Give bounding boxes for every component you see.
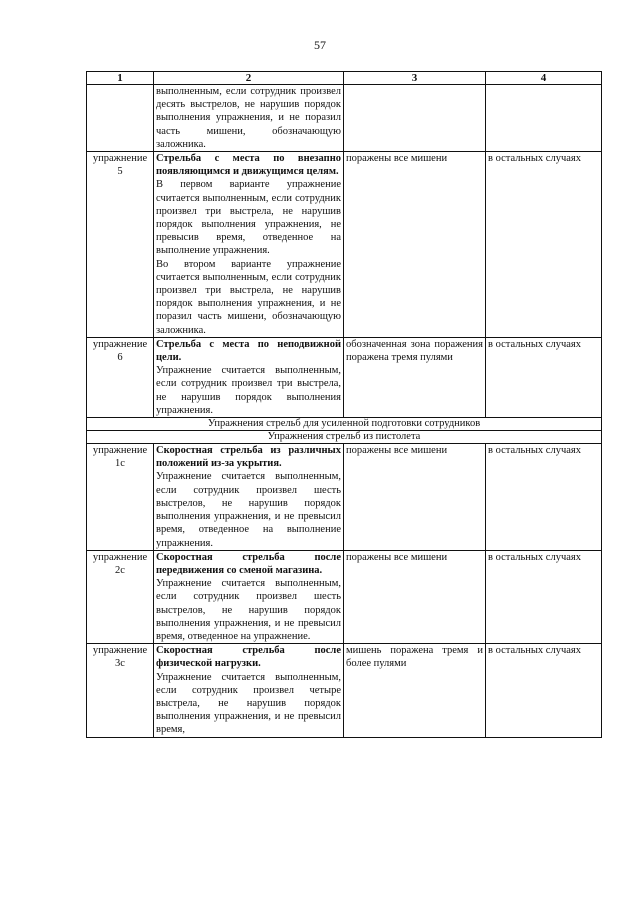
description-text: выполненным, если сотрудник произвел десять выстрелов, не нарушив порядок выполнения упражнения, и не поразил часть мишени, обозначающую заложника.	[156, 86, 341, 150]
exercise-cell	[87, 444, 154, 551]
description-cell	[154, 444, 344, 551]
header-col-1: 1	[87, 72, 154, 85]
description-text: Упражнение считается выполненным, если сотрудник произвел четыре выстрела, не нарушив порядок выполнения упражнения, и не превысил время,	[156, 671, 341, 736]
description-cell	[154, 337, 344, 417]
description-cell	[154, 85, 344, 152]
exercise-word: упражнение	[92, 445, 148, 457]
page-number: 57	[314, 38, 326, 52]
otherwise-cell: в остальных случаях	[486, 337, 602, 417]
subsection-title: Упражнения стрельб из пистолета	[87, 431, 602, 444]
otherwise-cell: в остальных случаях	[486, 644, 602, 737]
result-cell: обозначенная зона поражения поражена тремя пулями	[344, 337, 486, 417]
result-cell: поражены все мишени	[344, 152, 486, 338]
result-cell: мишень поражена тремя и более пулями	[344, 644, 486, 737]
exercise-cell	[87, 644, 154, 737]
header-col-2: 2	[154, 72, 344, 85]
table-row	[87, 337, 602, 417]
exercise-cell	[87, 337, 154, 417]
exercise-word: упражнение	[92, 645, 148, 657]
description-text: В первом варианте упражнение считается выполненным, если сотрудник произвел три выстрела, не нарушив порядок выполнения упражнения, не превысив время, отведенное на выполнение упражнения.	[156, 179, 341, 257]
section-row	[87, 418, 602, 431]
description-text: Во втором варианте упражнение считается выполненным, если сотрудник произвел три выстрела, не нарушив порядок выполнения упражнения, и не поразил часть мишени, обозначающую заложника.	[156, 258, 341, 336]
header-row	[87, 72, 602, 85]
exercise-number: 2с	[115, 564, 125, 576]
header-col-4: 4	[486, 72, 602, 85]
description-text: Упражнение считается выполненным, если сотрудник произвел шесть выстрелов, не нарушив порядок выполнения упражнения, и не превысил время, отведенное на выполнение упражнения.	[156, 471, 341, 549]
exercise-title: Стрельба с места по неподвижной цели.	[156, 338, 341, 364]
description-cell	[154, 152, 344, 338]
table-row	[87, 152, 602, 338]
exercise-title: Скоростная стрельба после физической нагрузки.	[156, 645, 341, 670]
result-cell: поражены все мишени	[344, 550, 486, 643]
result-cell	[344, 85, 486, 152]
exercise-number: 1с	[115, 458, 125, 470]
exercise-word: упражнение	[92, 153, 148, 165]
exercise-number: 6	[117, 352, 123, 364]
exercise-title: Скоростная стрельба после передвижения со сменой магазина.	[156, 551, 341, 576]
otherwise-cell	[486, 85, 602, 152]
otherwise-cell: в остальных случаях	[486, 550, 602, 643]
exercise-cell	[87, 152, 154, 338]
exercise-title: Скоростная стрельба из различных положений из-за укрытия.	[156, 445, 341, 470]
exercise-word: упражнение	[92, 551, 148, 563]
result-cell: поражены все мишени	[344, 444, 486, 551]
exercise-word: упражнение	[92, 338, 148, 350]
exercise-title: Стрельба с места по внезапно появляющимся и движущимся целям.	[156, 153, 341, 178]
otherwise-cell: в остальных случаях	[486, 444, 602, 551]
exercise-cell	[87, 550, 154, 643]
subsection-row	[87, 431, 602, 444]
table-row	[87, 444, 602, 551]
exercise-number: 3с	[115, 658, 125, 670]
section-title: Упражнения стрельб для усиленной подготовки сотрудников	[87, 418, 602, 431]
table-row	[87, 550, 602, 643]
table-row	[87, 85, 602, 152]
exercise-number: 5	[117, 166, 123, 178]
table-row	[87, 644, 602, 737]
description-text: Упражнение считается выполненным, если сотрудник произвел три выстрела, не нарушив порядок выполнения упражнения.	[156, 365, 341, 416]
otherwise-cell: в остальных случаях	[486, 152, 602, 338]
description-text: Упражнение считается выполненным, если сотрудник произвел шесть выстрелов, не нарушив порядок выполнения упражнения, и не превысил время, отведенное на упражнение.	[156, 578, 341, 642]
header-col-3: 3	[344, 72, 486, 85]
description-cell	[154, 644, 344, 737]
exercise-table	[86, 71, 602, 738]
description-cell	[154, 550, 344, 643]
exercise-cell	[87, 85, 154, 152]
